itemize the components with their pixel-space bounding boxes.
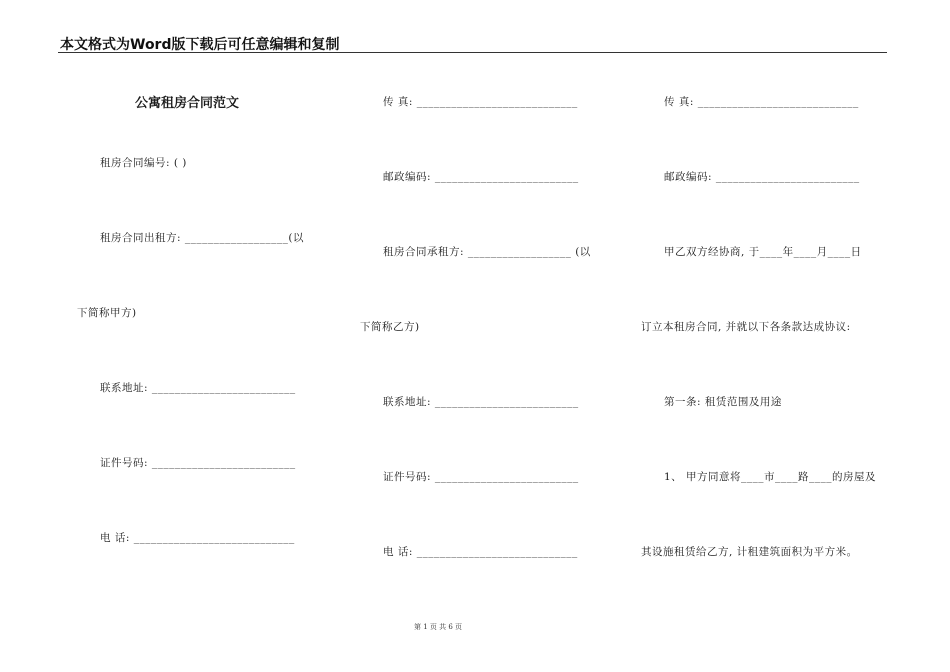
document-header: 本文格式为Word版下载后可任意编辑和复制 bbox=[60, 37, 340, 53]
landlord-address-line: 联系地址: _________________________ bbox=[100, 382, 296, 394]
landlord-id-line: 证件号码: _________________________ bbox=[100, 457, 296, 469]
agreement-date-line: 甲乙双方经协商, 于____年____月____日 bbox=[664, 246, 862, 258]
tenant-id-line: 证件号码: _________________________ bbox=[383, 471, 579, 483]
tenant-phone-line: 电 话: ____________________________ bbox=[383, 546, 578, 558]
tenant-fax-line: 传 真: ____________________________ bbox=[664, 96, 859, 108]
tenant-postcode-line: 邮政编码: _________________________ bbox=[664, 171, 860, 183]
landlord-phone-line: 电 话: ____________________________ bbox=[100, 532, 295, 544]
tenant-line-cont: 下简称乙方) bbox=[360, 321, 420, 333]
page-number: 第 1 页 共 6 页 bbox=[414, 623, 463, 631]
contract-number-line: 租房合同编号: ( ) bbox=[100, 157, 187, 169]
agreement-line-cont: 订立本租房合同, 并就以下各条款达成协议: bbox=[641, 321, 851, 333]
landlord-line-cont: 下简称甲方) bbox=[77, 307, 137, 319]
landlord-line: 租房合同出租方: __________________(以 bbox=[100, 232, 304, 244]
tenant-address-line: 联系地址: _________________________ bbox=[383, 396, 579, 408]
article-1-heading: 第一条: 租赁范围及用途 bbox=[664, 396, 782, 408]
landlord-postcode-line: 邮政编码: _________________________ bbox=[383, 171, 579, 183]
tenant-line: 租房合同承租方: __________________ (以 bbox=[383, 246, 591, 258]
document-title: 公寓租房合同范文 bbox=[135, 96, 240, 111]
clause-1-line: 1、 甲方同意将____市____路____的房屋及 bbox=[664, 471, 877, 483]
landlord-fax-line: 传 真: ____________________________ bbox=[383, 96, 578, 108]
clause-1-line-cont: 其设施租赁给乙方, 计租建筑面积为平方米。 bbox=[641, 546, 858, 558]
header-rule bbox=[58, 52, 887, 53]
